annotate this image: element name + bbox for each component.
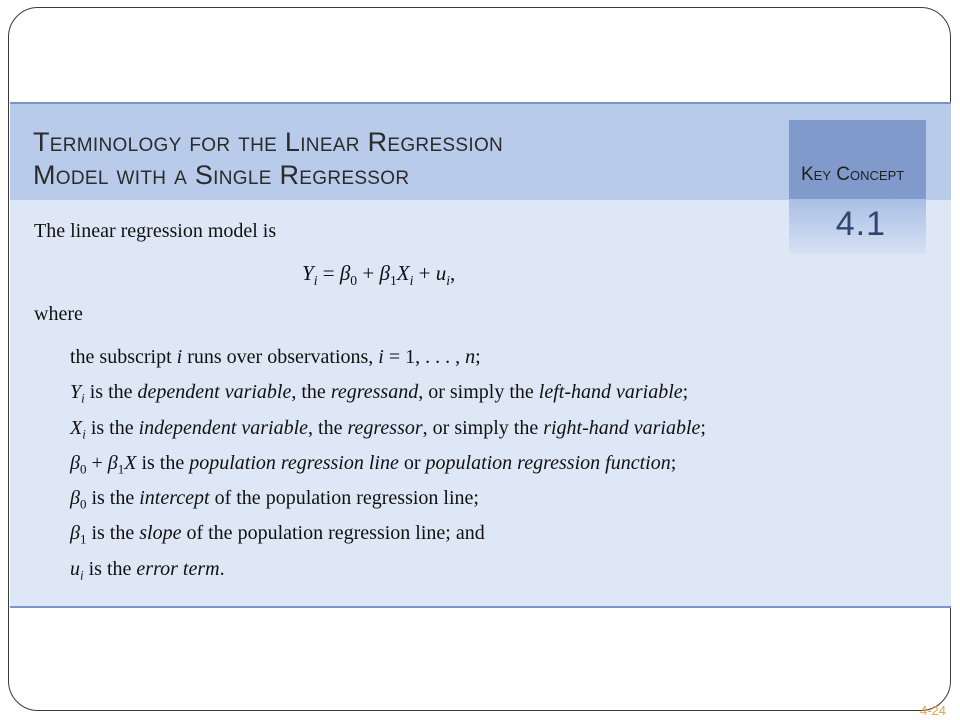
definitions-list [70, 345, 706, 592]
eq-beta1-sub: 1 [389, 272, 397, 288]
badge-label: Key Concept [801, 164, 905, 185]
badge-number: 4.1 [835, 205, 886, 243]
regression-equation [302, 261, 455, 286]
title-line-2: Model with a Single Regressor [33, 160, 410, 190]
concept-content [10, 104, 951, 606]
eq-x: X [396, 261, 410, 285]
eq-plus-1: + [357, 261, 380, 285]
eq-y: Y [302, 261, 314, 285]
eq-x-sub: i [409, 272, 414, 288]
definition-regression-line: $\beta_0 + \beta_1X$ is the population regression line or population regression function; [70, 451, 677, 477]
title-line-1: Terminology for the Linear Regression [33, 127, 504, 157]
definition-slope: $\beta_1$ is the slope of the population regression line; and [70, 522, 485, 548]
eq-u-sub: i [446, 272, 451, 288]
eq-plus-2: + [413, 261, 436, 285]
eq-y-sub: i [313, 272, 318, 288]
intro-text: The linear regression model is [34, 220, 277, 242]
key-concept-box [10, 102, 951, 608]
definition-independent-variable: $X_i$ is the independent variable, the regressor, or simply the right-hand variable; [70, 416, 706, 442]
definition-subscript: the subscript i runs over observations, i = 1, . . . , n; [70, 346, 481, 368]
definition-error-term: $u_i$ is the error term. [70, 557, 225, 583]
page-number: 4-24 [919, 703, 946, 718]
definition-intercept: $\beta_0$ is the intercept of the population regression line; [70, 487, 479, 512]
eq-beta0-sub: 0 [350, 272, 358, 288]
eq-beta0: β [339, 261, 351, 285]
eq-equals: = [317, 261, 340, 285]
eq-u: u [435, 261, 447, 285]
eq-beta1: β [379, 261, 390, 285]
definition-dependent-variable: $Y_i$ is the dependent variable, the regressand, or simply the left-hand variable; [70, 381, 689, 406]
where-text: where [34, 303, 83, 325]
eq-comma: , [450, 261, 456, 285]
